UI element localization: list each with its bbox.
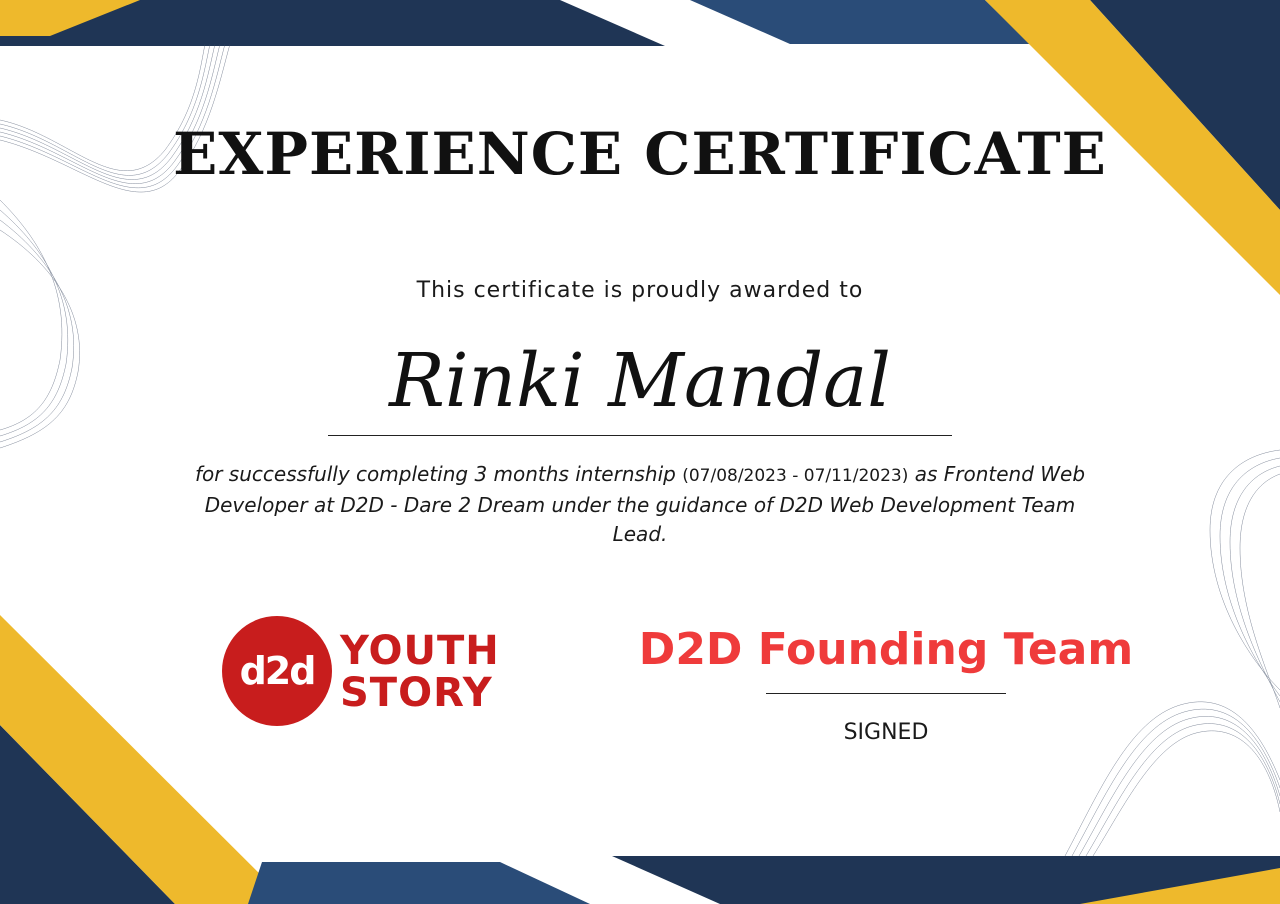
- certificate-description: [190, 460, 1090, 549]
- logo-line-story: STORY: [340, 670, 493, 716]
- bottom-blue-band: [248, 862, 590, 904]
- signatory-name: D2D Founding Team: [638, 624, 1134, 675]
- description-text-2: as Frontend Web Developer at D2D - Dare 2 Dream under the guidance of D2D Web Development Team Lead.: [204, 462, 1086, 546]
- name-underline: [328, 435, 952, 436]
- top-blue-band: [690, 0, 1030, 44]
- signature-line: [766, 693, 1006, 694]
- d2d-youth-story-logo: [222, 616, 522, 728]
- logo-wordmark: [340, 630, 500, 714]
- certificate-title: EXPERIENCE CERTIFICATE: [173, 120, 1107, 188]
- d2d-logo-badge: d2d: [222, 616, 332, 726]
- recipient-name: Rinki Mandal: [389, 338, 891, 424]
- logo-line-youth: YOUTH: [340, 628, 500, 674]
- award-subtitle: This certificate is proudly awarded to: [416, 278, 864, 303]
- signed-label: SIGNED: [843, 720, 929, 745]
- description-text-1: for successfully completing 3 months internship: [194, 462, 683, 486]
- internship-dates: (07/08/2023 - 07/11/2023): [682, 466, 909, 486]
